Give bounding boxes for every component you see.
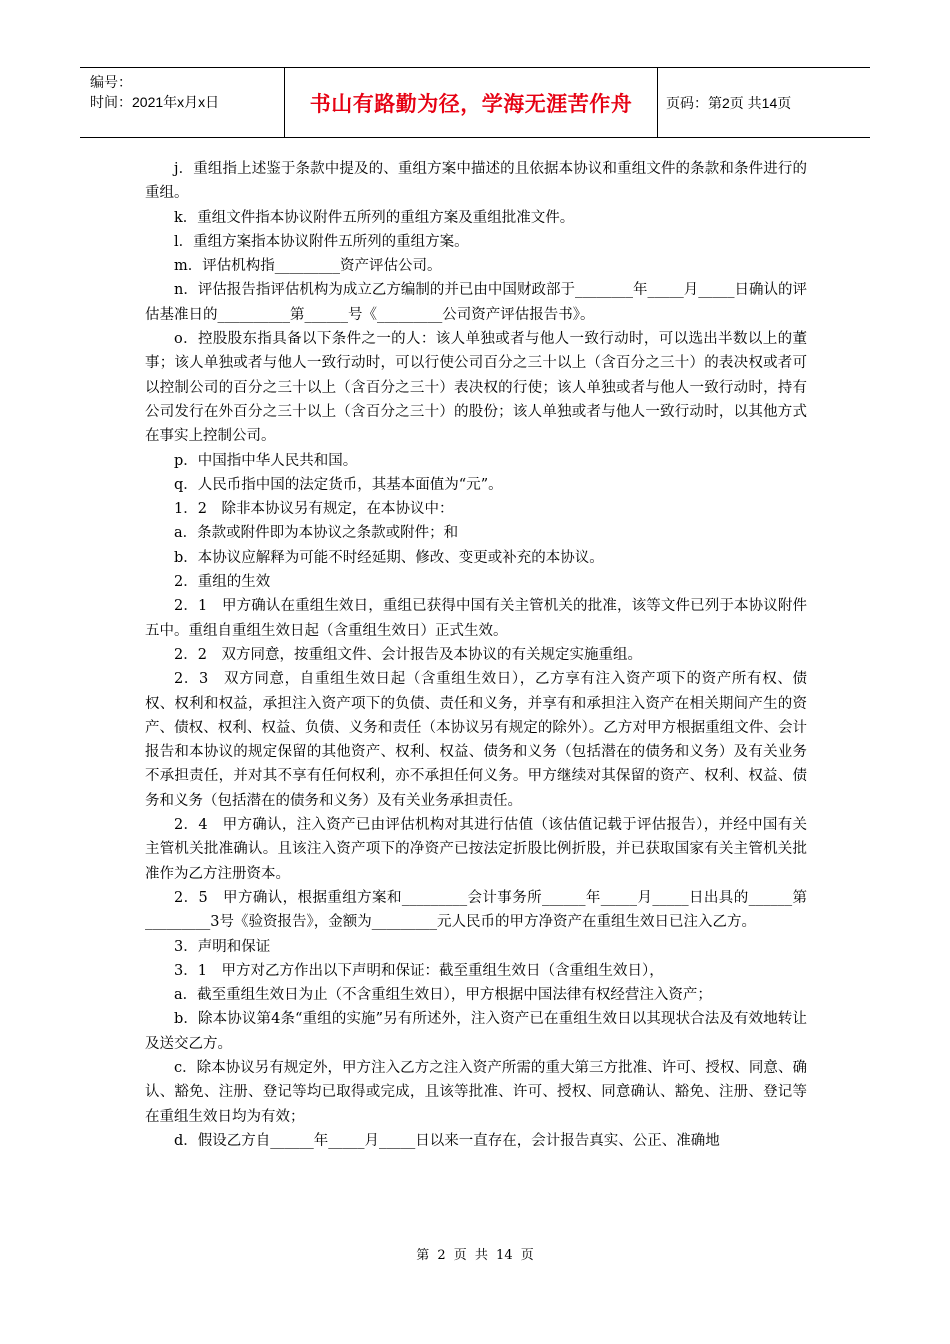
- clause-l: l．重组方案指本协议附件五所列的重组方案。: [174, 233, 469, 250]
- document-code-label: 编号：: [90, 74, 132, 90]
- header-page-info: 页码：第2页 共14页: [666, 94, 792, 111]
- page-footer: [0, 1244, 950, 1263]
- clause-3-1: 3．1 甲方对乙方作出以下声明和保证：截至重组生效日（含重组生效日），: [174, 962, 664, 979]
- clause-j: j．重组指上述鉴于条款中提及的、重组方案中描述的且依据本协议和重组文件的条款和条件进行的重组。: [145, 161, 807, 202]
- clause-1-2: 1．2 除非本协议另有规定，在本协议中：: [174, 501, 454, 518]
- header-page-cell: [658, 68, 870, 137]
- clause-3-1-b: b．除本协议第4条“重组的实施”另有所述外，注入资产已在重组生效日以其现状合法及有效地转让及送交乙方。: [145, 1011, 807, 1052]
- clause-1-2-b: b．本协议应解释为可能不时经延期、修改、变更或补充的本协议。: [174, 549, 604, 566]
- section-2-heading: 2．重组的生效: [174, 574, 271, 591]
- clause-p: p．中国指中华人民共和国。: [174, 452, 358, 469]
- clause-2-3: 2．3 双方同意，自重组生效日起（含重组生效日），乙方享有注入资产项下的资产所有权、债权、权利和权益，承担注入资产项下的负债、责任和义务，并享有和承担注入资产在相关期间产生的资产、债权、权利、权益、负债、义务和责任（本协议另有规定的除外）。乙方对甲方根据重组文件、会计报告和本协议的规定保留的其他资产、权利、权益、债务和义务（包括潜在的债务和义务）及有关业务不承担责任，并对其不享有任何权利，亦不承担任何义务。甲方继续对其保留的资产、权利、权益、债务和义务（包括潜在的债务和义务）及有关业务承担责任。: [145, 671, 807, 809]
- document-body: [145, 157, 807, 1153]
- clause-q: q．人民币指中国的法定货币，其基本面值为“元”。: [174, 476, 503, 493]
- clause-2-4: 2．4 甲方确认，注入资产已由评估机构对其进行估值（该估值记载于评估报告），并经中国有关主管机关批准确认。且该注入资产项下的净资产已按法定折股比例折股，并已获取国家有关主管机关批准作为乙方注册资本。: [145, 817, 807, 882]
- header-motto-cell: [284, 68, 658, 137]
- clause-3-1-c: c．除本协议另有规定外，甲方注入乙方之注入资产所需的重大第三方批准、许可、授权、同意、确认、豁免、注册、登记等均已取得或完成，且该等批准、许可、授权、同意确认、豁免、注册、登记等在重组生效日均为有效；: [145, 1059, 807, 1125]
- clause-1-2-a: a．条款或附件即为本协议之条款或附件；和: [174, 525, 459, 542]
- clause-o: o．控股股东指具备以下条件之一的人：该人单独或者与他人一致行动时，可以选出半数以上的董事；该人单独或者与他人一致行动时，可以行使公司百分之三十以上（含百分之三十）的表决权或者可以控制公司的百分之三十以上（含百分之三十）表决权的行使；该人单独或者与他人一致行动时，持有公司发行在外百分之三十以上（含百分之三十）的股份；该人单独或者与他人一致行动时，以其他方式在事实上控制公司。: [145, 331, 807, 445]
- header-motto: 书山有路勤为径，学海无涯苦作舟: [309, 91, 633, 116]
- clause-2-2: 2．2 双方同意，按重组文件、会计报告及本协议的有关规定实施重组。: [174, 646, 642, 663]
- header-left-cell: [80, 68, 284, 137]
- clause-n: n．评估报告指评估机构为成立乙方编制的并已由中国财政部于________年_____月_____日确认的评估基准日的__________第______号《_________公司资产评估报告书》。: [145, 282, 807, 323]
- section-3-heading: 3．声明和保证: [174, 938, 271, 955]
- footer-page-number: 第 2 页 共 14 页: [416, 1248, 534, 1263]
- clause-2-5: 2．5 甲方确认，根据重组方案和_________会计事务所______年_____月_____日出具的______第_________3号《验资报告》，金额为_________元人民币的甲方净资产在重组生效日已注入乙方。: [145, 889, 807, 931]
- clause-2-1: 2．1 甲方确认在重组生效日，重组已获得中国有关主管机关的批准，该等文件已列于本协议附件五中。重组自重组生效日起（含重组生效日）正式生效。: [145, 598, 807, 639]
- clause-m: m．评估机构指_________资产评估公司。: [174, 258, 442, 275]
- clause-k: k．重组文件指本协议附件五所列的重组方案及重组批准文件。: [174, 209, 575, 226]
- clause-3-1-a: a．截至重组生效日为止（不含重组生效日），甲方根据中国法律有权经营注入资产；: [174, 987, 712, 1004]
- document-date: 时间：2021年x月x日: [90, 94, 220, 110]
- clause-3-1-d: d．假设乙方自______年_____月_____日以来一直存在，会计报告真实、公正、准确地: [174, 1132, 720, 1149]
- page-header: [80, 67, 870, 138]
